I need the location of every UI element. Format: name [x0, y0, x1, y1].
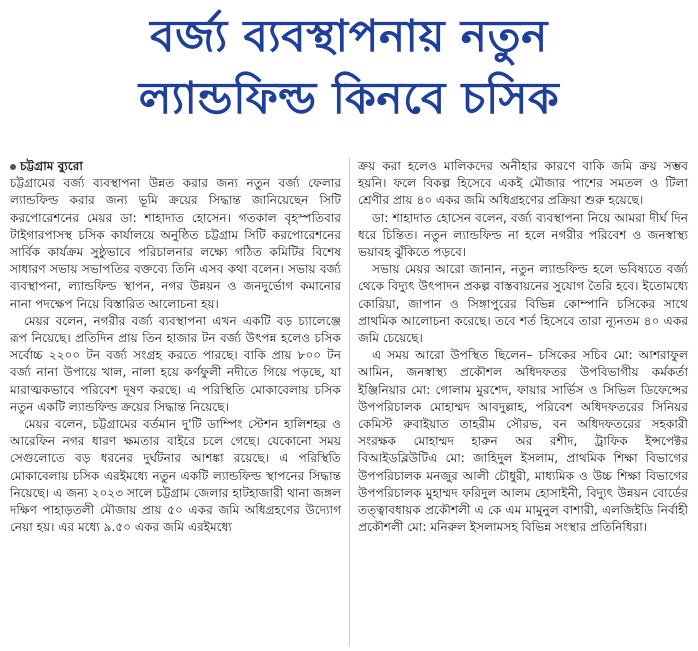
- byline: [10, 158, 341, 175]
- column-divider: [349, 158, 350, 646]
- paragraph: সভায় মেয়র আরো জানান, নতুন ল্যান্ডফিল্ড হলে ভবিষ্যতে বর্জ্য থেকে বিদ্যুৎ উৎপাদন প্রকল্প বাস্তবায়নের সুযোগ তৈরি হবে। ইতোমধ্যে কোরিয়া, জাপান ও সিঙ্গাপুরের বিভিন্ন কোম্পানি চসিকের সাথে প্রাথমিক আলোচনা করেছে। তবে শর্ত হিসেবে তারা ন্যূনতম ৪০ একর জমি চেয়েছে।: [358, 262, 688, 346]
- byline-text: চট্টগ্রাম ব্যুরো: [20, 159, 83, 173]
- paragraph: চট্টগ্রামের বর্জ্য ব্যবস্থাপনা উন্নত করার জন্য নতুন বর্জ্য ফেলার ল্যান্ডফিল্ড করার জন্য ভূমি ক্রয়ের সিদ্ধান্ত জানিয়েছেন সিটি করপোরেশনের মেয়র ডা: শাহাদাত হোসেন। গতকাল বৃহস্পতিবার টাইগারপাসস্থ চসিক কার্যালয়ে অনুষ্ঠিত চট্টগ্রাম সিটি করপোরেশনের সার্বিক কার্যক্রম সুষ্ঠুভাবে পরিচালনার লক্ষ্যে গঠিত কমিটির বিশেষ সাধারণ সভায় সভাপতির বক্তব্যে তিনি এসব কথা বলেন। সভায় বর্জ্য ব্যবস্থাপনা, ল্যান্ডফিল্ড স্থাপন, নগর উন্নয়ন ও জনদুর্ভোগ কমানোর নানা পদক্ষেপ নিয়ে বিস্তারিত আলোচনা হয়।: [10, 176, 341, 311]
- paragraph: মেয়র বলেন, চট্টগ্রামের বর্তমান দু'টি ডাম্পিং স্টেশন হালিশহর ও আরেফিন নগর ধারণ ক্ষমতার বাইরে চলে গেছে। যেকোনো সময় সেগুলোতে বড় ধরনের দুর্ঘটনার আশঙ্কা রয়েছে। এ পরিস্থিতি মোকাবেলায় চসিক এরইমধ্যে নতুন একটি ল্যান্ডফিল্ড স্থাপনের সিদ্ধান্ত নিয়েছে। এ জন্য ২০২৩ সালে চট্টগ্রাম জেলার হাটহাজারী থানা জঙ্গল দক্ষিণ পাহাড়তলী মৌজায় প্রায় ৫০ একর জমি অধিগ্রহণের উদ্যোগ নেয়া হয়। এর মধ্যে ৯.৫০ একর জমি এরইমধ্যে: [10, 417, 341, 535]
- paragraph: ক্রয় করা হলেও মালিকদের অনীহার কারণে বাকি জমি ক্রয় সম্ভব হয়নি। ফলে বিকল্প হিসেবে একই মৌজার পাশের সমতল ও টিলা শ্রেণীর প্রায় ৪০ একর জমি অধিগ্রহণের প্রক্রিয়া শুরু হয়েছে।: [358, 159, 688, 208]
- paragraph: মেয়র বলেন, নগরীর বর্জ্য ব্যবস্থাপনা এখন একটি বড় চ্যালেঞ্জে রূপ নিয়েছে। প্রতিদিন প্রায় তিন হাজার টন বর্জ্য উৎপন্ন হলেও চসিক সর্বোচ্চ ২২০০ টন বর্জ্য সংগ্রহ করতে পারছে। বাকি প্রায় ৮০০ টন বর্জ্য নানা উপায়ে খাল, নালা হয়ে কর্ণফুলী নদীতে গিয়ে পড়ছে, যা মারাত্মকভাবে পরিবেশ দূষণ করছে। এ পরিস্থিতি মোকাবেলায় চসিক নতুন একটি ল্যান্ডফিল্ড ক্রয়ের সিদ্ধান্ত নিয়েছে।: [10, 313, 341, 414]
- paragraph: ডা: শাহাদাত হোসেন বলেন, বর্জ্য ব্যবস্থাপনা নিয়ে আমরা দীর্ঘ দিন ধরে চিন্তিত। নতুন ল্যান্ডফিল্ড না হলে নগরীর পরিবেশ ও জনস্বাস্থ্য ভয়াবহ ঝুঁকিতে পড়বে।: [358, 210, 688, 260]
- headline: [0, 6, 698, 130]
- bullet-icon: [10, 164, 16, 170]
- paragraph: এ সময় আরো উপস্থিত ছিলেন– চসিকের সচিব মো: আশরাফুল আমিন, জনস্বাস্থ্য প্রকৌশল অধিদফতর উপবিভাগীয় কর্মকর্তা ইঞ্জিনিয়ার মো: গোলাম মুরশেদ, ফায়ার সার্ভিস ও সিভিল ডিফেন্সের উপপরিচালক মোহাম্মদ আবদুল্লাহ, পরিবেশ অধিদফতরের সিনিয়র কেমিস্ট রুবাইয়াত তাহরীম সৌরভ, বন অধিদফতরের সহকারী সংরক্ষক মোহাম্মদ হারুন অর রশীদ, ট্রাফিক ইন্সপেক্টর বিআইডব্লিউটিএ মো: জাহিদুল ইসলাম, প্রাথমিক শিক্ষা বিভাগের উপপরিচালক মনজুর আলী চৌধুরী, মাধ্যমিক ও উচ্চ শিক্ষা বিভাগের উপপরিচালক মুহাম্মদ ফরিদুল আলম হোসাইনী, বিদ্যুৎ উন্নয়ন বোর্ডের তত্ত্বাবধায়ক প্রকৌশলী এ কে এম মামুনুল বাশারী, এলজিইডি নির্বাহী প্রকৌশলী মো: মনিরুল ইসলামসহ বিভিন্ন সংস্থার প্রতিনিধিরা।: [358, 348, 688, 535]
- article-column-right: [358, 158, 688, 536]
- article-column-left: [10, 158, 341, 536]
- headline-line-1: বর্জ্য ব্যবস্থাপনায় নতুন: [150, 11, 548, 62]
- headline-line-2: ল্যান্ডফিল্ড কিনবে চসিক: [138, 73, 560, 124]
